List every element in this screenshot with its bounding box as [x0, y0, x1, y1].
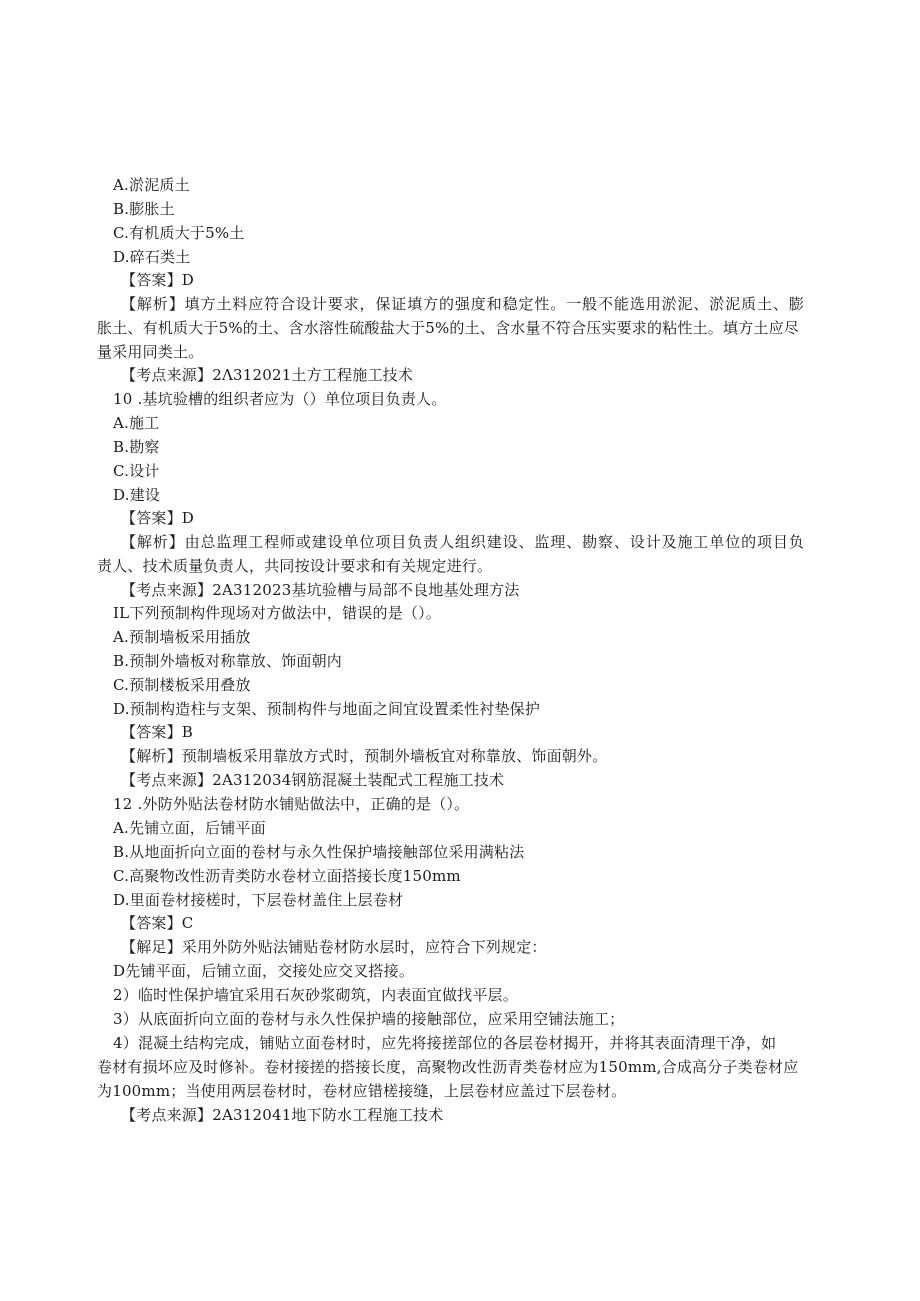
text-line: C.设计: [113, 462, 160, 480]
question-line: 12 .外防外贴法卷材防水铺贴做法中，正确的是（）。: [113, 795, 470, 813]
text-line: A.施工: [113, 414, 160, 432]
text-line: C.高聚物改性沥青类防水卷材立面搭接长度150mm: [113, 867, 461, 885]
answer-line: 【答案】D: [121, 509, 195, 527]
text-line: 4）混凝土结构完成，铺贴立面卷材时，应先将接搓部位的各层卷材揭开，并将其表面清理干净，如: [113, 1034, 777, 1052]
text-line: B.预制外墙板对称靠放、饰面朝内: [113, 652, 342, 670]
text-line: D.预制构造柱与支架、预制构件与地面之间宜设置柔性衬垫保护: [113, 700, 541, 718]
explanation-line: 【解析】填方土料应符合设计要求，保证填方的强度和稳定性。一般不能选用淤泥、淤泥质土、膨: [121, 295, 805, 313]
text-line: B.膨胀土: [113, 200, 175, 218]
source-line: 【考点来源】2A312034钢筋混凝土装配式工程施工技术: [121, 771, 505, 789]
text-line: C.预制楼板采用叠放: [113, 676, 251, 694]
text-line: C.有机质大于5%土: [113, 224, 245, 242]
text-line: D.碎石类土: [113, 248, 191, 266]
question-line: 10 .基坑验槽的组织者应为（）单位项目负责人。: [113, 390, 447, 408]
text-line: D.建设: [113, 486, 161, 504]
text-line: D先铺平面，后铺立面，交接处应交叉搭接。: [113, 962, 415, 980]
explanation-line: 【解足】采用外防外贴法铺贴卷材防水层时，应符合下列规定：: [121, 938, 547, 956]
text-line: B.从地面折向立面的卷材与永久性保护墙接触部位采用满粘法: [113, 843, 525, 861]
text-line: A.先铺立面，后铺平面: [113, 819, 266, 837]
text-line: 3）从底面折向立面的卷材与永久性保护墙的接触部位，应采用空铺法施工；: [113, 1010, 625, 1028]
text-line: 2）临时性保护墙宜采用石灰砂浆砌筑，内表面宜做找平层。: [113, 986, 518, 1004]
text-line: 量采用同类土。: [97, 343, 204, 361]
text-line: A.淤泥质土: [113, 176, 190, 194]
question-line: IL下列预制构件现场对方做法中，错误的是（）。: [113, 604, 441, 622]
explanation-line: 【解析】由总监理工程师或建设单位项目负责人组织建设、监理、勘察、设计及施工单位的项目负: [121, 533, 805, 551]
text-line: 胀土、有机质大于5%的土、含水溶性硫酸盐大于5%的土、含水量不符合压实要求的粘性土。填方土应尽: [97, 319, 799, 337]
text-line: D.里面卷材接槎时，下层卷材盖住上层卷材: [113, 891, 404, 909]
text-line: 为100mm；当使用两层卷材时，卷材应错槎接缝，上层卷材应盖过下层卷材。: [97, 1082, 627, 1100]
source-line: 【考点来源】2A312023基坑验槽与局部不良地基处理方法: [121, 581, 520, 599]
explanation-line: 【解析】预制墙板采用靠放方式时，预制外墙板宜对称靠放、饰面朝外。: [121, 747, 608, 765]
text-line: 卷材有损坏应及时修补。卷材接搓的搭接长度，高聚物改性沥青类卷材应为150mm,合成高分子类卷材应: [97, 1058, 799, 1076]
text-line: B.勘察: [113, 438, 160, 456]
source-line: 【考点来源】2Λ312021土方工程施工技术: [121, 366, 414, 384]
source-line: 【考点来源】2A312041地下防水工程施工技术: [121, 1106, 444, 1124]
text-line: A.预制墙板采用插放: [113, 628, 251, 646]
text-line: 责人、技术质量负责人，共同按设计要求和有关规定进行。: [97, 557, 493, 575]
answer-line: 【答案】D: [121, 271, 195, 289]
answer-line: 【答案】C: [121, 914, 194, 932]
answer-line: 【答案】B: [121, 723, 194, 741]
